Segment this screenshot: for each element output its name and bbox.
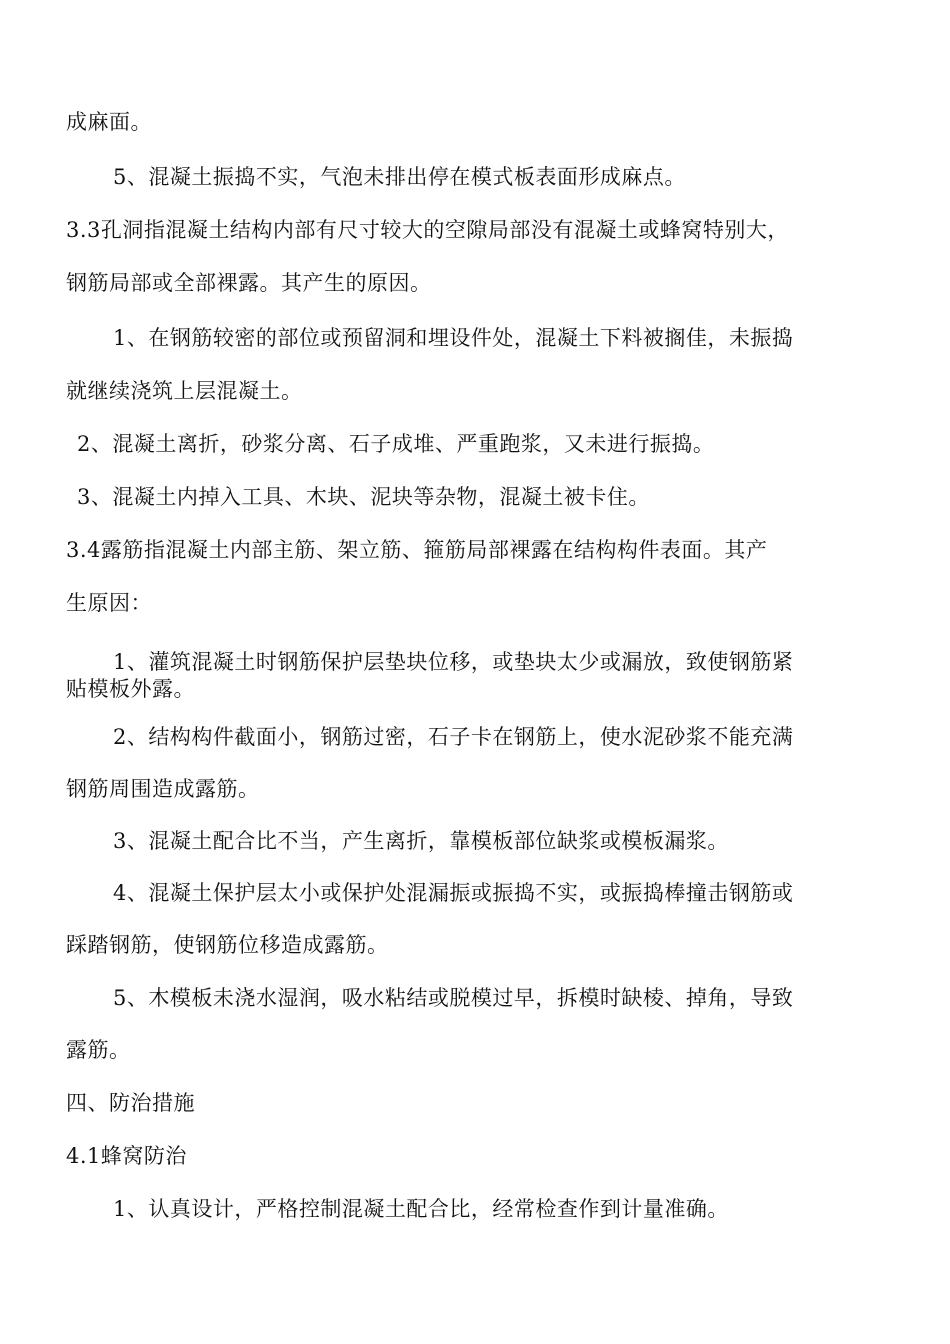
paragraph-line: 露筋。 [66, 1038, 131, 1062]
section-heading-4-1: 4.1蜂窝防治 [66, 1144, 187, 1168]
paragraph-line: 4、混凝土保护层太小或保护处混漏振或振捣不实，或振捣棒撞击钢筋或 [113, 881, 794, 905]
paragraph-line: 1、认真设计，严格控制混凝土配合比，经常检查作到计量准确。 [113, 1197, 729, 1221]
paragraph-line: 生原因： [66, 591, 152, 615]
paragraph-line: 1、在钢筋较密的部位或预留洞和埋设件处，混凝土下料被搁佳，未振捣 [113, 326, 794, 350]
paragraph-line: 钢筋局部或全部裸露。其产生的原因。 [66, 271, 432, 295]
paragraph-line: 1、灌筑混凝土时钢筋保护层垫块位移，或垫块太少或漏放，致使钢筋紧 [113, 650, 794, 674]
paragraph-line: 3、混凝土内掉入工具、木块、泥块等杂物，混凝土被卡住。 [77, 485, 650, 509]
paragraph-line: 5、混凝土振捣不实，气泡未排出停在模式板表面形成麻点。 [113, 165, 686, 189]
paragraph-line: 贴模板外露。 [66, 677, 195, 701]
paragraph-line: 就继续浇筑上层混凝土。 [66, 379, 303, 403]
paragraph-line: 2、结构构件截面小，钢筋过密，石子卡在钢筋上，使水泥砂浆不能充满 [113, 725, 794, 749]
section-heading-3-4: 3.4露筋指混凝土内部主筋、架立筋、箍筋局部裸露在结构构件表面。其产 [66, 538, 768, 562]
section-heading-4: 四、防治措施 [66, 1091, 195, 1115]
paragraph-line: 3、混凝土配合比不当，产生离折，靠模板部位缺浆或模板漏浆。 [113, 829, 729, 853]
paragraph-line: 钢筋周围造成露筋。 [66, 777, 260, 801]
paragraph-line: 5、木模板未浇水湿润，吸水粘结或脱模过早，拆模时缺棱、掉角，导致 [113, 986, 794, 1010]
section-heading-3-3: 3.3孔洞指混凝土结构内部有尺寸较大的空隙局部没有混凝土或蜂窝特别大， [66, 218, 789, 242]
paragraph-line: 成麻面。 [66, 110, 152, 134]
paragraph-line: 2、混凝土离折，砂浆分离、石子成堆、严重跑浆，又未进行振捣。 [77, 432, 715, 456]
paragraph-line: 踩踏钢筋，使钢筋位移造成露筋。 [66, 933, 389, 957]
